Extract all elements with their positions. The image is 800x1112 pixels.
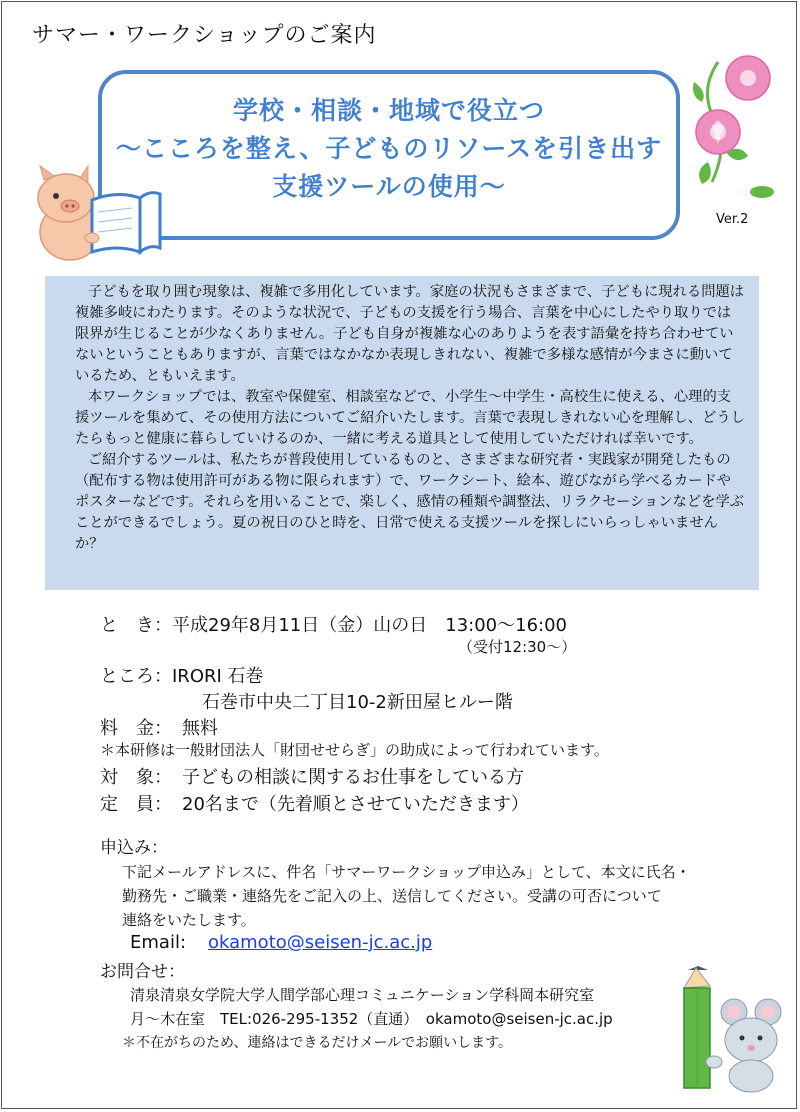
morning-glory-icon xyxy=(688,52,788,202)
when-value: 平成29年8月11日（金）山の日 13:00〜16:00 xyxy=(172,615,568,636)
contact-note: ＊不在がちのため、連絡はできるだけメールでお願いします。 xyxy=(122,1035,513,1051)
reception-time: （受付12:30〜） xyxy=(458,638,577,656)
email-link[interactable]: okamoto@seisen-jc.ac.jp xyxy=(208,932,433,953)
page-title: サマー・ワークショップのご案内 xyxy=(32,23,377,48)
when-label: と き： xyxy=(100,615,172,636)
where-value: IRORI 石巻 xyxy=(172,666,264,687)
capacity-label: 定 員： xyxy=(100,794,172,815)
capacity-value: 20名まで（先着順とさせていただきます） xyxy=(182,794,529,815)
address: 石巻市中央二丁目10-2新田屋ヒルー階 xyxy=(202,692,513,713)
intro-panel xyxy=(45,276,759,590)
fee-value: 無料 xyxy=(182,718,218,739)
application-line-3: 連絡をいたします。 xyxy=(122,911,256,929)
contact-heading: お問合せ： xyxy=(100,962,185,982)
grant-note: ＊本研修は一般財団法人「財団せせらぎ」の助成によって行われています。 xyxy=(100,741,609,759)
intro-paragraph-1: 子どもを取り囲む現象は、複雑で多用化しています。家庭の状況もさまざまで、子どもに現れる問題は複雑多岐にわたります。そのような状況で、子どもの支援を行う場合、言葉を中心にしたやり取りでは限界が生じることが少なくありません。子ども自身が複雑な心のありようを表す語彙を持ち合わせていないということもありますが、言葉ではなかなか表現しきれない、複雑で多様な感情が今まさに動いているため、ともいえます。 xyxy=(75,284,745,384)
title-line-1: 学校・相談・地域で役立つ xyxy=(232,96,545,125)
contact-hours-tel: 月〜木在室 TEL:026-295-1352（直通） okamoto@seisen-jc.ac.jp xyxy=(130,1010,613,1028)
target-label: 対 象： xyxy=(100,767,172,788)
title-line-3: 支援ツールの使用〜 xyxy=(272,172,506,201)
fee-label: 料 金： xyxy=(100,718,172,739)
email-label: Email: xyxy=(130,932,187,953)
application-heading: 申込み： xyxy=(100,838,168,858)
title-line-2: 〜こころを整え、子どものリソースを引き出す xyxy=(115,134,663,163)
application-line-2: 勤務先・ご職業・連絡先をご記入の上、送信してください。受講の可否について xyxy=(122,887,662,905)
pencil-mouse-icon xyxy=(676,966,786,1096)
intro-paragraph-3: ご紹介するツールは、私たちが普段使用しているものと、さまざまな研究者・実践家が開発したもの（配布する物は使用許可がある物に限られます）で、ワークシート、絵本、遊びながら学べるカードやポスターなどです。それらを用いることで、楽しく、感情の種類や調整法、リラクセーションなどを学ぶことができるでしょう。夏の祝日のひと時を、日常で使える支援ツールを探しにいらっしゃいませんか？ xyxy=(75,452,745,552)
contact-lab: 清泉清泉女学院大学人間学部心理コミュニケーション学科岡本研究室 xyxy=(130,986,595,1004)
intro-paragraph-2: 本ワークショップでは、教室や保健室、相談室などで、小学生〜中学生・高校生に使える、心理的支援ツールを集めて、その使用方法についてご紹介いたします。言葉で表現しきれない心を理解し、どうしたらもっと健康に暮らしていけるのか、一緒に考える道具として使用していただければ幸いです。 xyxy=(75,389,745,447)
title-box xyxy=(98,70,680,240)
where-label: ところ： xyxy=(100,666,172,687)
pig-reading-book-icon xyxy=(22,160,162,270)
version-label: Ver.2 xyxy=(716,212,749,227)
target-value: 子どもの相談に関するお仕事をしている方 xyxy=(182,767,524,788)
application-line-1: 下記メールアドレスに、件名「サマーワークショップ申込み」として、本文に氏名・ xyxy=(122,863,691,881)
